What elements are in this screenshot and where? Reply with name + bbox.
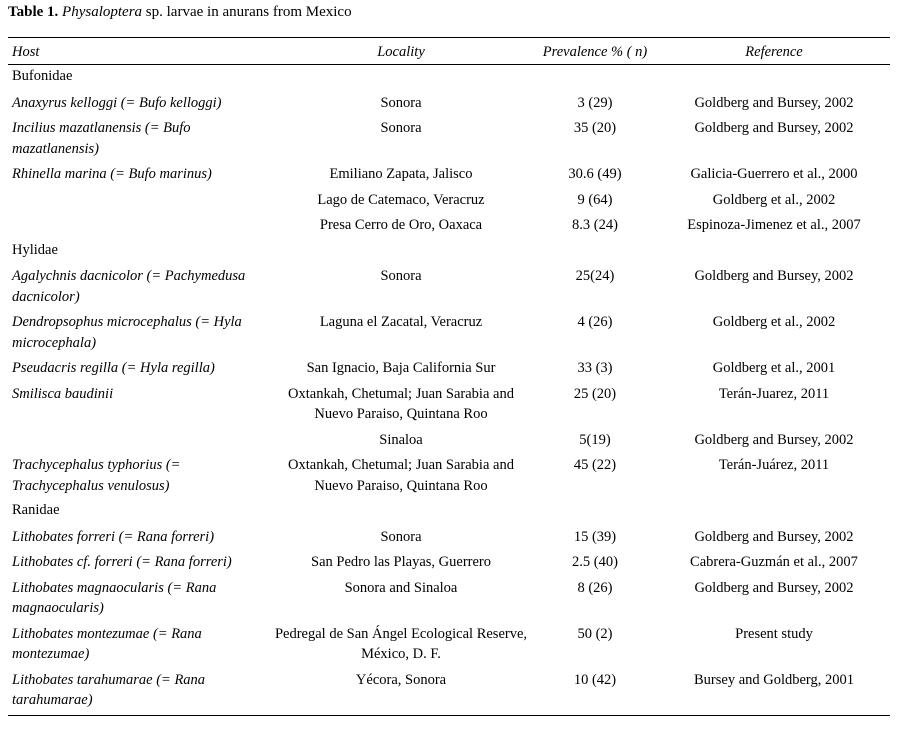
- reference-cell: Goldberg and Bursey, 2002: [694, 579, 854, 596]
- host-cell: Trachycephalus typhorius (= Trachycephalus venulosus): [12, 457, 181, 494]
- header-row: [8, 40, 890, 64]
- prevalence-cell: 3 (29): [577, 94, 613, 111]
- reference-cell: Cabrera-Guzmán et al., 2007: [690, 554, 858, 570]
- host-cell: Lithobates cf. forreri (= Rana forreri): [12, 554, 232, 570]
- host-cell: Rhinella marina (= Bufo marinus): [12, 166, 212, 182]
- host-cell: Lithobates forreri (= Rana forreri): [12, 528, 215, 545]
- host-cell: [8, 212, 270, 238]
- caption-genus: Physaloptera: [62, 4, 143, 20]
- reference-cell: Bursey and Goldberg, 2001: [693, 671, 855, 688]
- prevalence-cell: 9 (64): [577, 191, 613, 208]
- locality-cell: Laguna el Zacatal, Veracruz: [319, 314, 483, 330]
- locality-cell: Sonora: [380, 94, 422, 111]
- family-row: [8, 64, 890, 90]
- table-row: [8, 524, 890, 550]
- host-cell: Lithobates montezumae (= Rana montezumae): [12, 625, 202, 662]
- reference-cell: Goldberg and Bursey, 2002: [694, 120, 854, 136]
- reference-cell: Galicia-Guerrero et al., 2000: [690, 166, 858, 182]
- table-row: [8, 381, 890, 427]
- prevalence-cell: 33 (3): [577, 360, 613, 376]
- reference-cell: Goldberg and Bursey, 2002: [694, 94, 854, 111]
- caption-label: Table 1.: [8, 4, 59, 20]
- header-rule: [8, 64, 890, 65]
- reference-cell: Espinoza-Jimenez et al., 2007: [687, 217, 861, 233]
- family-label: Bufonidae: [12, 68, 73, 84]
- prevalence-cell: 35 (20): [573, 120, 617, 136]
- reference-cell: Goldberg and Bursey, 2002: [694, 431, 854, 448]
- reference-cell: Terán-Juárez, 2011: [718, 457, 830, 473]
- table-row: [8, 90, 890, 116]
- host-cell: Lithobates magnaocularis (= Rana magnaocularis): [12, 579, 217, 616]
- prevalence-cell: 8.3 (24): [572, 217, 618, 233]
- reference-cell: Goldberg and Bursey, 2002: [694, 268, 854, 284]
- table-caption: [8, 4, 352, 21]
- reference-cell: Goldberg et al., 2002: [712, 314, 836, 330]
- locality-cell: Oxtankah, Chetumal; Juan Sarabia and Nuevo Paraiso, Quintana Roo: [288, 457, 514, 494]
- bottom-rule: [8, 715, 890, 716]
- locality-cell: Oxtankah, Chetumal; Juan Sarabia and Nuevo Paraiso, Quintana Roo: [288, 385, 514, 422]
- prevalence-cell: 45 (22): [573, 457, 617, 473]
- host-cell: Anaxyrus kelloggi (= Bufo kelloggi): [12, 94, 222, 111]
- header-reference: Reference: [745, 43, 803, 60]
- table-row: [8, 355, 890, 381]
- reference-cell: Terán-Juarez, 2011: [718, 385, 830, 402]
- family-row: [8, 498, 890, 524]
- family-label: Ranidae: [12, 502, 60, 518]
- reference-cell: Goldberg and Bursey, 2002: [694, 528, 854, 545]
- host-cell: Incilius mazatlanensis (= Bufo mazatlanensis): [12, 120, 191, 157]
- locality-cell: Emiliano Zapata, Jalisco: [329, 166, 473, 182]
- table-row: [8, 263, 890, 309]
- prevalence-cell: 4 (26): [577, 314, 613, 330]
- table-row: [8, 621, 890, 667]
- locality-cell: Lago de Catemaco, Veracruz: [317, 191, 485, 208]
- locality-cell: San Ignacio, Baja California Sur: [306, 360, 496, 376]
- locality-cell: Sonora: [380, 120, 422, 136]
- family-label: Hylidae: [12, 241, 58, 258]
- reference-cell: Goldberg et al., 2001: [712, 360, 836, 376]
- locality-cell: Sinaloa: [379, 431, 423, 448]
- reference-cell: Goldberg et al., 2002: [712, 191, 836, 208]
- prevalence-cell: 50 (2): [577, 625, 613, 642]
- locality-cell: Sonora: [380, 268, 422, 284]
- locality-cell: Sonora: [380, 528, 422, 545]
- host-cell: Pseudacris regilla (= Hyla regilla): [12, 360, 215, 376]
- locality-cell: Yécora, Sonora: [355, 671, 447, 688]
- table-row: [8, 667, 890, 713]
- prevalence-cell: 2.5 (40): [572, 554, 618, 570]
- host-cell: Lithobates tarahumarae (= Rana tarahumarae): [12, 671, 206, 708]
- prevalence-cell: 5(19): [579, 431, 611, 448]
- table-row: [8, 161, 890, 187]
- prevalence-cell: 8 (26): [577, 579, 613, 596]
- table-row: [8, 452, 890, 498]
- caption-text: sp. larvae in anurans from Mexico: [142, 4, 352, 20]
- table-row: [8, 115, 890, 161]
- prevalence-cell: 25 (20): [573, 385, 617, 402]
- locality-cell: Sonora and Sinaloa: [344, 579, 458, 596]
- header-host: Host: [12, 43, 40, 60]
- table-row: [8, 187, 890, 213]
- data-table: [8, 40, 890, 713]
- table-row: [8, 309, 890, 355]
- reference-cell: Present study: [735, 625, 813, 642]
- locality-cell: Presa Cerro de Oro, Oaxaca: [319, 217, 483, 233]
- table-row: [8, 212, 890, 238]
- table-row: [8, 427, 890, 453]
- family-row: [8, 238, 890, 264]
- host-cell: Agalychnis dacnicolor (= Pachymedusa dacnicolor): [12, 268, 246, 305]
- prevalence-cell: 15 (39): [573, 528, 617, 545]
- host-cell: [8, 427, 270, 453]
- locality-cell: Pedregal de San Ángel Ecological Reserve, México, D. F.: [274, 625, 528, 662]
- prevalence-cell: 10 (42): [573, 671, 617, 688]
- top-rule: [8, 37, 890, 38]
- prevalence-cell: 25(24): [575, 268, 615, 284]
- host-cell: Dendropsophus microcephalus (= Hyla microcephala): [12, 314, 242, 351]
- host-cell: [8, 187, 270, 213]
- table-row: [8, 575, 890, 621]
- table-row: [8, 549, 890, 575]
- host-cell: Smilisca baudinii: [12, 385, 114, 402]
- locality-cell: San Pedro las Playas, Guerrero: [311, 554, 491, 570]
- header-prevalence: Prevalence % ( n): [542, 43, 648, 60]
- header-locality: Locality: [377, 43, 425, 60]
- prevalence-cell: 30.6 (49): [568, 166, 622, 182]
